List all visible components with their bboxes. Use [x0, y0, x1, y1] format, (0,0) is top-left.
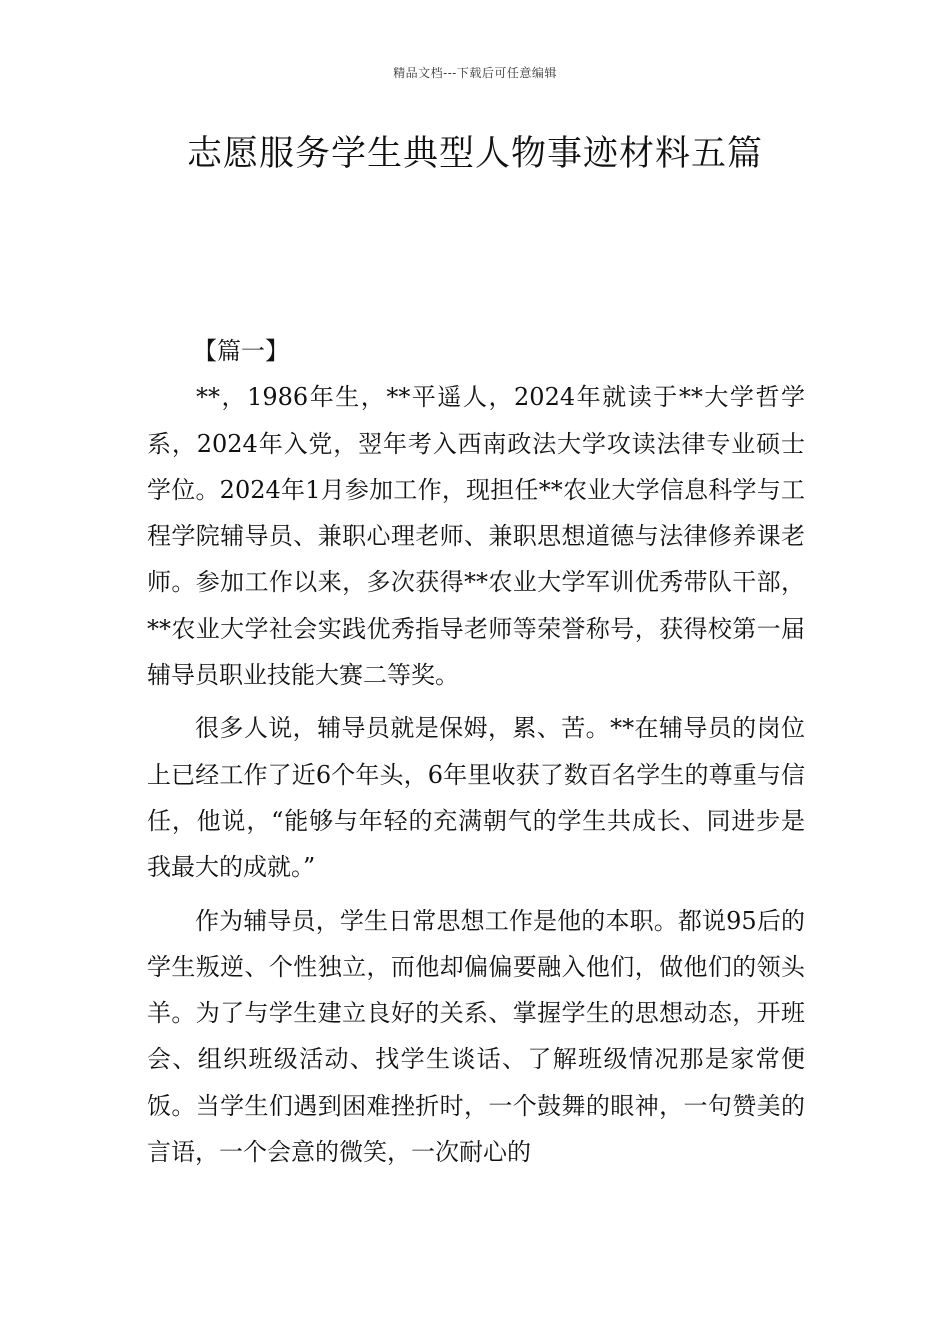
paragraph-1: **，1986年生，**平遥人，2024年就读于**大学哲学系，2024年入党，翌年考入西南政法大学攻读法律专业硕士学位。2024年1月参加工作，现担任**农业大学信息科学与工程学院辅导员、兼职心理老师、兼职思想道德与法律修养课老师。参加工作以来，多次获得**农业大学军训优秀带队干部，**农业大学社会实践优秀指导老师等荣誉称号，获得校第一届辅导员职业技能大赛二等奖。	[147, 383, 805, 690]
page-header-note: 精品文档---下载后可任意编辑	[393, 66, 557, 80]
paragraph-2: 很多人说，辅导员就是保姆，累、苦。**在辅导员的岗位上已经工作了近6个年头，6年里收获了数百名学生的尊重与信任，他说，“能够与年轻的充满朝气的学生共成长、同进步是我最大的成就。”	[147, 714, 805, 882]
document-title: 志愿服务学生典型人物事迹材料五篇	[186, 134, 763, 174]
section-heading: 【篇一】	[193, 337, 289, 365]
document-body	[147, 328, 805, 1182]
paragraph-3: 作为辅导员，学生日常思想工作是他的本职。都说95后的学生叛逆、个性独立，而他却偏偏要融入他们，做他们的领头羊。为了与学生建立良好的关系、掌握学生的思想动态，开班会、组织班级活动、找学生谈话、了解班级情况那是家常便饭。当学生们遇到困难挫折时，一个鼓舞的眼神，一句赞美的言语，一个会意的微笑，一次耐心的	[147, 906, 805, 1167]
